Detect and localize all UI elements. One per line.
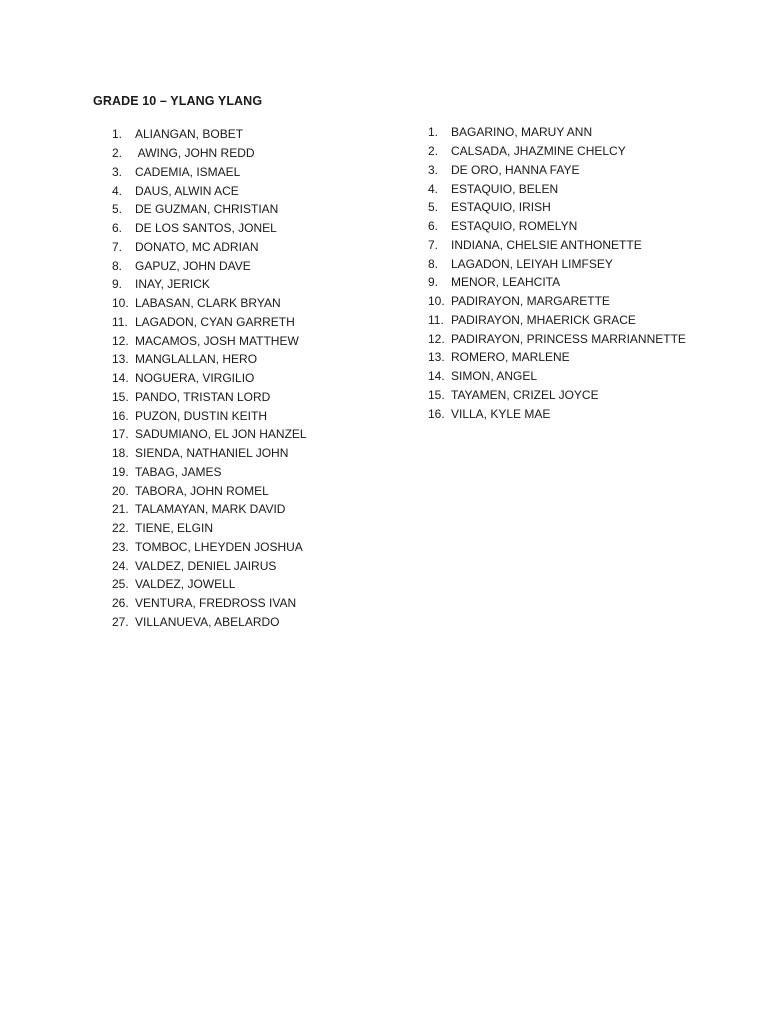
- list-item: [112, 256, 307, 275]
- list-item-name: TABORA, JOHN ROMEL: [135, 483, 269, 498]
- list-item-name: PANDO, TRISTAN LORD: [135, 389, 271, 404]
- list-item-name: VILLANUEVA, ABELARDO: [135, 614, 280, 629]
- list-item-number: 1.: [112, 127, 123, 142]
- list-item: [112, 481, 307, 500]
- list-item: [112, 406, 307, 425]
- list-item: [428, 404, 686, 423]
- list-item-number: 19.: [112, 464, 129, 479]
- list-item: [112, 125, 307, 144]
- list-item: [428, 198, 686, 217]
- list-item-number: 3.: [428, 162, 439, 177]
- list-item-name: VALDEZ, JOWELL: [135, 577, 236, 592]
- list-item-name: LAGADON, CYAN GARRETH: [135, 314, 295, 329]
- list-item-number: 22.: [112, 521, 129, 536]
- list-item-name: INDIANA, CHELSIE ANTHONETTE: [451, 237, 642, 252]
- list-item-number: 18.: [112, 446, 129, 461]
- list-item-name: DE GUZMAN, CHRISTIAN: [135, 202, 279, 217]
- list-item: [428, 161, 686, 180]
- list-item: [428, 329, 686, 348]
- list-item: [112, 294, 307, 313]
- list-item: [428, 273, 686, 292]
- list-item: [428, 386, 686, 405]
- list-item-number: 17.: [112, 427, 129, 442]
- list-item-number: 21.: [112, 502, 129, 517]
- list-item-name: ESTAQUIO, BELEN: [451, 181, 559, 196]
- list-item-name: TALAMAYAN, MARK DAVID: [135, 502, 286, 517]
- list-item-number: 8.: [428, 256, 439, 271]
- list-item: [112, 575, 307, 594]
- list-item-name: SIMON, ANGEL: [451, 369, 538, 384]
- list-item: [112, 163, 307, 182]
- list-item-number: 6.: [428, 219, 439, 234]
- list-item-number: 12.: [112, 333, 129, 348]
- list-item: [112, 500, 307, 519]
- list-item-name: TOMBOC, LHEYDEN JOSHUA: [135, 539, 303, 554]
- list-item-name: INAY, JERICK: [135, 277, 210, 292]
- list-item: [428, 236, 686, 255]
- list-item-name: DE ORO, HANNA FAYE: [451, 162, 580, 177]
- list-item: [112, 181, 307, 200]
- list-item: [112, 238, 307, 257]
- list-item-number: 11.: [428, 312, 444, 327]
- list-item: [428, 367, 686, 386]
- list-item-number: 2.: [112, 146, 123, 161]
- girls-list: [428, 123, 686, 423]
- list-item-number: 5.: [112, 202, 123, 217]
- list-item-number: 11.: [112, 314, 128, 329]
- list-item-number: 1.: [428, 125, 439, 140]
- list-item-name: GAPUZ, JOHN DAVE: [135, 258, 251, 273]
- list-item-number: 16.: [428, 406, 445, 421]
- list-item-number: 23.: [112, 539, 129, 554]
- list-item-name: DONATO, MC ADRIAN: [135, 239, 259, 254]
- list-item-number: 15.: [428, 387, 445, 402]
- list-item-name: TIENE, ELGIN: [135, 521, 214, 536]
- list-item: [112, 444, 307, 463]
- list-item-name: BAGARINO, MARUY ANN: [451, 125, 593, 140]
- list-item-number: 10.: [428, 294, 445, 309]
- list-item: [112, 313, 307, 332]
- list-item: [112, 275, 307, 294]
- list-item-number: 15.: [112, 389, 129, 404]
- list-item-name: ESTAQUIO, ROMELYN: [451, 219, 578, 234]
- list-item-number: 20.: [112, 483, 129, 498]
- list-item-number: 6.: [112, 221, 123, 236]
- list-item-name: VENTURA, FREDROSS IVAN: [135, 596, 297, 611]
- list-item-name: CALSADA, JHAZMINE CHELCY: [451, 144, 626, 159]
- list-item: [112, 519, 307, 538]
- list-item-name: VALDEZ, DENIEL JAIRUS: [135, 558, 277, 573]
- list-item-name: PADIRAYON, PRINCESS MARRIANNETTE: [451, 331, 686, 346]
- list-item: [112, 144, 307, 163]
- list-item-name: AWING, JOHN REDD: [135, 146, 255, 161]
- list-item-number: 14.: [112, 371, 129, 386]
- list-item: [112, 350, 307, 369]
- list-item-name: PADIRAYON, MHAERICK GRACE: [451, 312, 636, 327]
- list-item: [112, 331, 307, 350]
- list-item-number: 14.: [428, 369, 445, 384]
- list-item-name: MANGLALLAN, HERO: [135, 352, 258, 367]
- list-item-name: DAUS, ALWIN ACE: [135, 183, 239, 198]
- list-item-number: 4.: [112, 183, 123, 198]
- list-item-name: LABASAN, CLARK BRYAN: [135, 296, 281, 311]
- list-item: [112, 425, 307, 444]
- list-item-number: 4.: [428, 181, 439, 196]
- list-item: [112, 388, 307, 407]
- list-item-number: 7.: [428, 237, 439, 252]
- list-item-name: TABAG, JAMES: [135, 464, 222, 479]
- list-item-number: 3.: [112, 164, 123, 179]
- list-item: [112, 556, 307, 575]
- list-item-number: 13.: [428, 350, 445, 365]
- list-item-number: 16.: [112, 408, 129, 423]
- list-item-name: PADIRAYON, MARGARETTE: [451, 294, 610, 309]
- list-item: [428, 123, 686, 142]
- list-item-name: SIENDA, NATHANIEL JOHN: [135, 446, 289, 461]
- list-item: [428, 142, 686, 161]
- list-item-name: SADUMIANO, EL JON HANZEL: [135, 427, 307, 442]
- list-item-name: DE LOS SANTOS, JONEL: [135, 221, 277, 236]
- list-item-number: 12.: [428, 331, 445, 346]
- list-item-name: ESTAQUIO, IRISH: [451, 200, 551, 215]
- list-item-number: 13.: [112, 352, 129, 367]
- list-item-name: MACAMOS, JOSH MATTHEW: [135, 333, 299, 348]
- list-item: [428, 179, 686, 198]
- list-item-number: 5.: [428, 200, 439, 215]
- list-item: [112, 200, 307, 219]
- list-item-name: ROMERO, MARLENE: [451, 350, 570, 365]
- list-item: [112, 538, 307, 557]
- list-item-number: 7.: [112, 239, 123, 254]
- list-item: [428, 311, 686, 330]
- list-item-number: 9.: [428, 275, 439, 290]
- list-item-number: 26.: [112, 596, 129, 611]
- list-item-name: MENOR, LEAHCITA: [451, 275, 561, 290]
- list-item-name: LAGADON, LEIYAH LIMFSEY: [451, 256, 613, 271]
- list-item-number: 10.: [112, 296, 129, 311]
- list-item-number: 24.: [112, 558, 129, 573]
- list-item: [112, 594, 307, 613]
- list-item: [428, 348, 686, 367]
- list-item-number: 2.: [428, 144, 439, 159]
- list-item-number: 9.: [112, 277, 123, 292]
- boys-list: [112, 125, 307, 631]
- list-item-number: 27.: [112, 614, 129, 629]
- list-item: [112, 219, 307, 238]
- list-item-number: 25.: [112, 577, 129, 592]
- page-title: GRADE 10 – YLANG YLANG: [93, 94, 263, 108]
- list-item-name: PUZON, DUSTIN KEITH: [135, 408, 268, 423]
- list-item: [112, 613, 307, 632]
- list-item-name: ALIANGAN, BOBET: [135, 127, 244, 142]
- list-item: [112, 369, 307, 388]
- list-item-number: 8.: [112, 258, 123, 273]
- list-item: [428, 217, 686, 236]
- list-item: [428, 292, 686, 311]
- list-item-name: CADEMIA, ISMAEL: [135, 164, 241, 179]
- list-item-name: VILLA, KYLE MAE: [451, 406, 551, 421]
- list-item-name: TAYAMEN, CRIZEL JOYCE: [451, 387, 599, 402]
- list-item: [428, 254, 686, 273]
- list-item-name: NOGUERA, VIRGILIO: [135, 371, 255, 386]
- list-item: [112, 463, 307, 482]
